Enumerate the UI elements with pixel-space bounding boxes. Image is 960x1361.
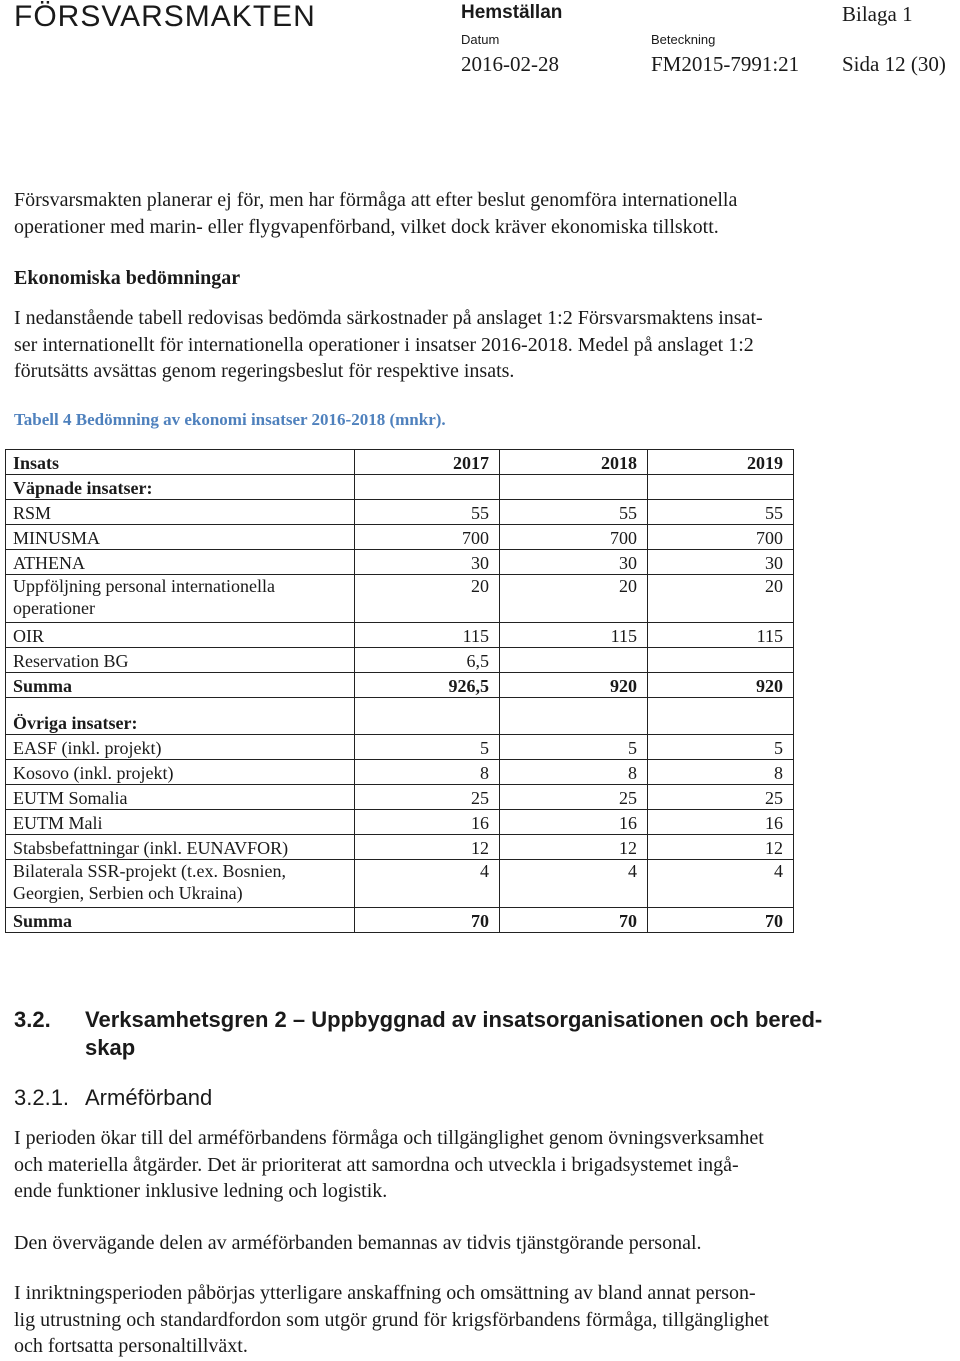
section-heading: Ekonomiska bedömningar xyxy=(14,267,241,289)
cell: RSM xyxy=(6,500,355,525)
date-value: 2016-02-28 xyxy=(461,52,559,76)
cell: Reservation BG xyxy=(6,648,355,673)
text-line: Försvarsmakten planerar ej för, men har förmåga att efter beslut genomföra internationella xyxy=(14,189,738,211)
cost-paragraph xyxy=(14,305,914,385)
cell: EUTM Mali xyxy=(6,810,355,835)
table-row xyxy=(6,810,794,835)
cell: 70 xyxy=(500,908,648,933)
cell: 20 xyxy=(355,575,500,623)
cell: 4 xyxy=(648,860,794,908)
cell: 20 xyxy=(648,575,794,623)
cell: 25 xyxy=(355,785,500,810)
cell: Bilaterala SSR-projekt (t.ex. Bosnien, Georgien, Serbien och Ukraina) xyxy=(6,860,355,908)
cell: 55 xyxy=(500,500,648,525)
cell: Kosovo (inkl. projekt) xyxy=(6,760,355,785)
cost-table xyxy=(5,449,794,933)
cell: 8 xyxy=(648,760,794,785)
cell: 115 xyxy=(355,623,500,648)
table-caption: Tabell 4 Bedömning av ekonomi insatser 2016-2018 (mnkr). xyxy=(14,410,446,429)
title-line: skap xyxy=(85,1035,136,1060)
cell: 700 xyxy=(355,525,500,550)
table-row xyxy=(6,760,794,785)
attachment-label: Bilaga 1 xyxy=(842,2,913,26)
cell: 25 xyxy=(648,785,794,810)
table-header-row xyxy=(6,450,794,475)
table-row xyxy=(6,500,794,525)
cell xyxy=(500,648,648,673)
section-title-row xyxy=(6,698,794,735)
cell: 8 xyxy=(355,760,500,785)
cell: 55 xyxy=(648,500,794,525)
text-line: förutsätts avsättas genom regeringsbeslut för respektive insats. xyxy=(14,360,515,382)
cell: 12 xyxy=(500,835,648,860)
text-line: ende funktioner inklusive ledning och logistik. xyxy=(14,1180,388,1202)
cell: 70 xyxy=(648,908,794,933)
cell: 25 xyxy=(500,785,648,810)
cell: Summa xyxy=(6,908,355,933)
paragraph xyxy=(14,1125,914,1205)
cell: 920 xyxy=(500,673,648,698)
cell: 12 xyxy=(355,835,500,860)
cell: 5 xyxy=(355,735,500,760)
cell: 8 xyxy=(500,760,648,785)
cell: 4 xyxy=(355,860,500,908)
text-line: lig utrustning och standardfordon som utgör grund för krigsförbandens förmåga, tillgänglighet xyxy=(14,1308,769,1331)
table-row xyxy=(6,785,794,810)
text-line: och materiella åtgärder. Det är prioriterat att samordna och utveckla i brigadsystemet ingå- xyxy=(14,1153,739,1176)
text-line: I perioden ökar till del arméförbandens förmåga och tillgänglighet genom övningsverksamhet xyxy=(14,1127,764,1149)
paragraph: Den övervägande delen av arméförbanden bemannas av tidvis tjänstgörande personal. xyxy=(14,1232,702,1254)
page-number: Sida 12 (30) xyxy=(842,52,946,76)
table-row xyxy=(6,525,794,550)
subsection-number: 3.2.1. xyxy=(14,1085,70,1110)
table-row xyxy=(6,735,794,760)
cell: 920 xyxy=(648,673,794,698)
table-row xyxy=(6,550,794,575)
cell: 16 xyxy=(355,810,500,835)
title-line: Verksamhetsgren 2 – Uppbyggnad av insatsorganisationen och bered- xyxy=(85,1007,823,1032)
cell: 30 xyxy=(648,550,794,575)
cell: 5 xyxy=(500,735,648,760)
header-cell: Insats xyxy=(6,450,355,475)
cell: 4 xyxy=(500,860,648,908)
cell xyxy=(648,648,794,673)
cell: 16 xyxy=(500,810,648,835)
text-line: operationer med marin- eller flygvapenförband, vilket dock kräver ekonomiska tillskott. xyxy=(14,215,719,238)
cell: Summa xyxy=(6,673,355,698)
cell: EASF (inkl. projekt) xyxy=(6,735,355,760)
cell: 115 xyxy=(500,623,648,648)
subsection-title: Arméförband xyxy=(85,1085,213,1110)
cell: 16 xyxy=(648,810,794,835)
cell: OIR xyxy=(6,623,355,648)
header-cell: 2017 xyxy=(355,450,500,475)
paragraph xyxy=(14,1280,914,1360)
section-title xyxy=(85,1006,905,1062)
document-type: Hemställan xyxy=(461,2,563,23)
date-label: Datum xyxy=(461,32,500,47)
text-line: ser internationellt för internationella operationer i insatser 2016-2018. Medel på anslaget 1:2 xyxy=(14,333,754,356)
text-line: I nedanstående tabell redovisas bedömda särkostnader på anslaget 1:2 Försvarsmaktens insat- xyxy=(14,307,763,329)
cell: 115 xyxy=(648,623,794,648)
sum-row xyxy=(6,673,794,698)
cell: Uppföljning personal internationella operationer xyxy=(6,575,355,623)
cell: 30 xyxy=(500,550,648,575)
cell: 30 xyxy=(355,550,500,575)
logo: FÖRSVARSMAKTEN xyxy=(14,0,316,33)
cell: 55 xyxy=(355,500,500,525)
cell: 700 xyxy=(648,525,794,550)
table-row xyxy=(6,623,794,648)
table-row xyxy=(6,860,794,908)
cell: 926,5 xyxy=(355,673,500,698)
cell: Stabsbefattningar (inkl. EUNAVFOR) xyxy=(6,835,355,860)
cell: 700 xyxy=(500,525,648,550)
text-line: och fortsatta personaltillväxt. xyxy=(14,1335,248,1357)
cell: EUTM Somalia xyxy=(6,785,355,810)
text-line: I inriktningsperioden påbörjas ytterligare anskaffning och omsättning av bland annat person- xyxy=(14,1282,756,1304)
cell: MINUSMA xyxy=(6,525,355,550)
cell: ATHENA xyxy=(6,550,355,575)
table-row xyxy=(6,648,794,673)
cell: 5 xyxy=(648,735,794,760)
section-title: Övriga insatser: xyxy=(6,698,355,735)
header-cell: 2018 xyxy=(500,450,648,475)
reference-value: FM2015-7991:21 xyxy=(651,52,800,76)
cell: 20 xyxy=(500,575,648,623)
header-cell: 2019 xyxy=(648,450,794,475)
cell: 70 xyxy=(355,908,500,933)
cell: 12 xyxy=(648,835,794,860)
section-number: 3.2. xyxy=(14,1007,51,1032)
table-row xyxy=(6,575,794,623)
reference-label: Beteckning xyxy=(651,32,716,47)
table-row xyxy=(6,835,794,860)
section-title-row xyxy=(6,475,794,500)
intro-paragraph xyxy=(14,187,914,240)
sum-row xyxy=(6,908,794,933)
cell: 6,5 xyxy=(355,648,500,673)
section-title: Väpnade insatser: xyxy=(6,475,355,500)
